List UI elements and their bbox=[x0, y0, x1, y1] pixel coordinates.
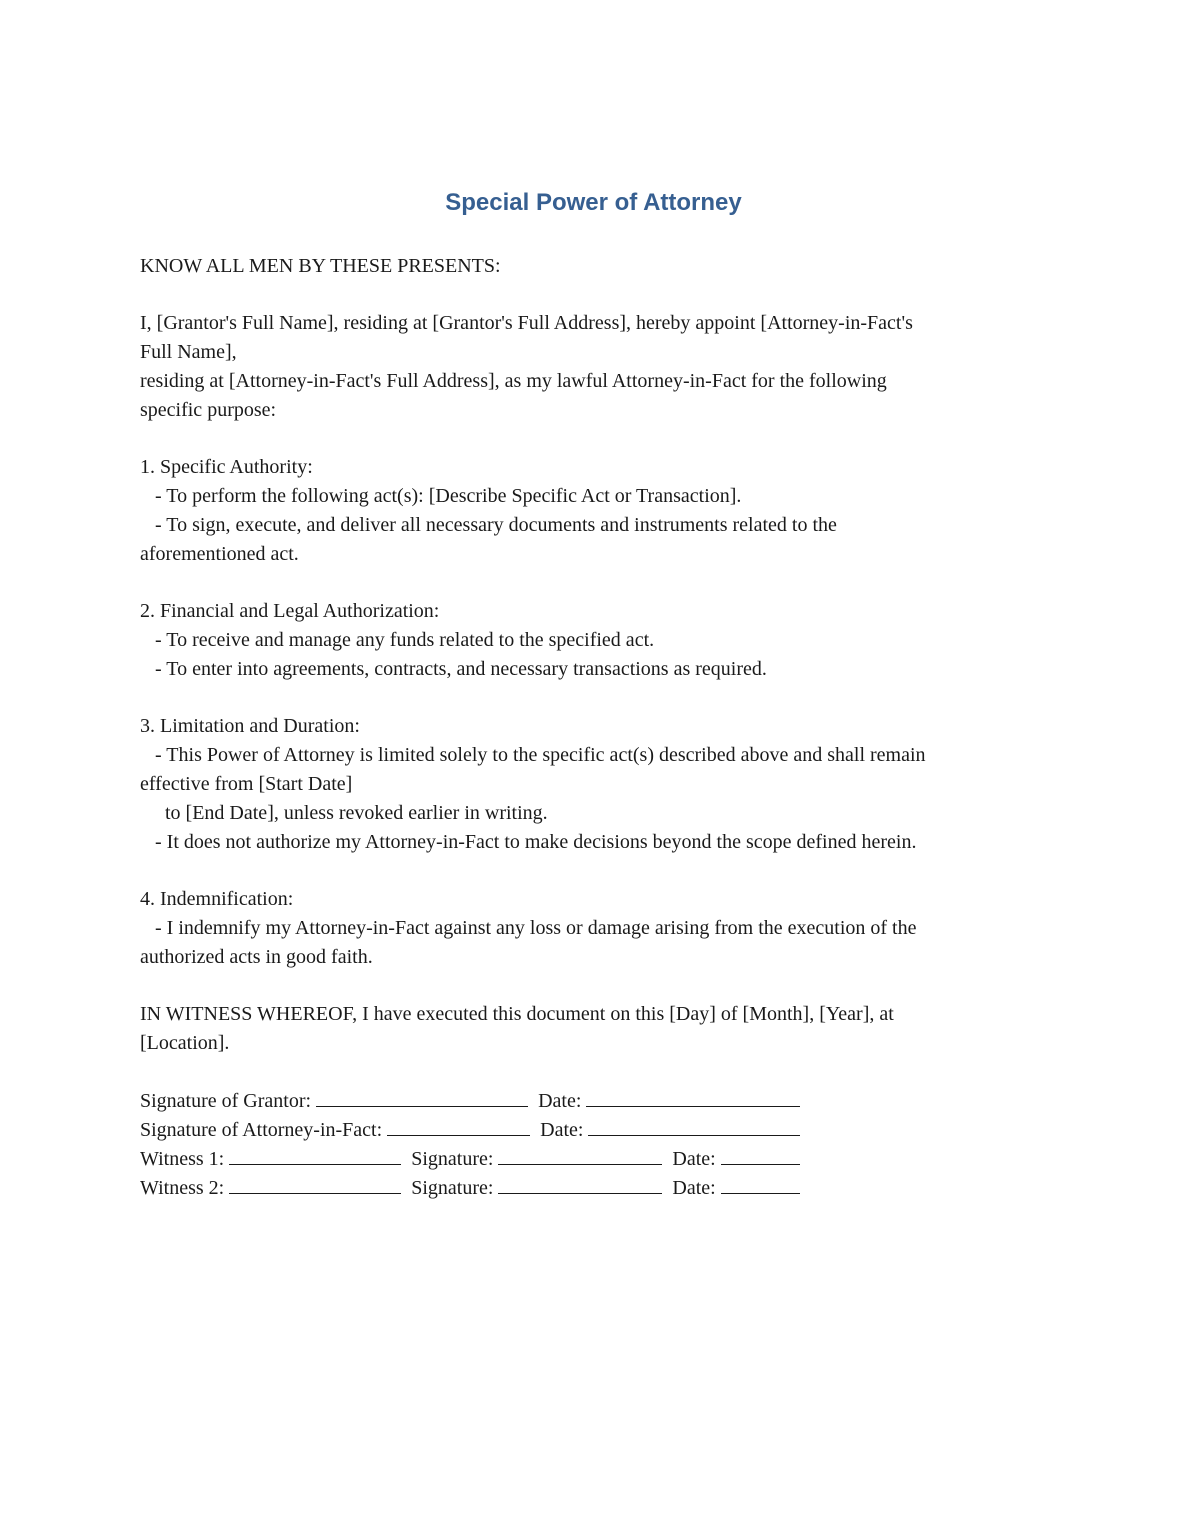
grantor-signature-row bbox=[140, 1086, 1040, 1115]
section-3-line: to [End Date], unless revoked earlier in writing. bbox=[140, 802, 548, 824]
grantor-date-line[interactable] bbox=[586, 1086, 800, 1107]
section-2-heading: 2. Financial and Legal Authorization: bbox=[140, 600, 440, 622]
section-3-heading: 3. Limitation and Duration: bbox=[140, 715, 360, 737]
section-1-line: - To sign, execute, and deliver all necessary documents and instruments related to the bbox=[140, 514, 837, 536]
witness-1-signature-label: Signature: bbox=[411, 1148, 494, 1170]
grantor-signature-label: Signature of Grantor: bbox=[140, 1090, 312, 1112]
witness-1-date-line[interactable] bbox=[721, 1144, 800, 1165]
witness-1-label: Witness 1: bbox=[140, 1148, 225, 1170]
intro-line-2: Full Name], bbox=[140, 341, 237, 363]
witness-2-name-line[interactable] bbox=[229, 1173, 401, 1194]
intro-line-4: specific purpose: bbox=[140, 399, 277, 421]
witness-clause-line-1: IN WITNESS WHEREOF, I have executed this document on this [Day] of [Month], [Year], at bbox=[140, 1003, 894, 1025]
attorney-signature-label: Signature of Attorney-in-Fact: bbox=[140, 1119, 383, 1141]
section-4-heading: 4. Indemnification: bbox=[140, 888, 294, 910]
witness-clause-line-2: [Location]. bbox=[140, 1032, 230, 1054]
attorney-signature-row bbox=[140, 1115, 1040, 1144]
attorney-signature-line[interactable] bbox=[387, 1115, 530, 1136]
witness-1-signature-line[interactable] bbox=[498, 1144, 662, 1165]
section-4-line: authorized acts in good faith. bbox=[140, 946, 373, 968]
document-body bbox=[140, 252, 1040, 1058]
section-3-line: - This Power of Attorney is limited solely to the specific act(s) described above and shall remain bbox=[140, 744, 926, 766]
preamble: KNOW ALL MEN BY THESE PRESENTS: bbox=[140, 255, 501, 277]
document-title: Special Power of Attorney bbox=[445, 189, 742, 216]
section-3-line: effective from [Start Date] bbox=[140, 773, 353, 795]
attorney-date-label: Date: bbox=[540, 1119, 584, 1141]
section-1-line: - To perform the following act(s): [Describe Specific Act or Transaction]. bbox=[140, 485, 742, 507]
witness-2-row bbox=[140, 1173, 1040, 1202]
witness-2-signature-line[interactable] bbox=[498, 1173, 662, 1194]
section-2-line: - To enter into agreements, contracts, and necessary transactions as required. bbox=[140, 658, 767, 680]
grantor-signature-line[interactable] bbox=[316, 1086, 528, 1107]
witness-2-signature-label: Signature: bbox=[411, 1177, 494, 1199]
section-1-line: aforementioned act. bbox=[140, 543, 299, 565]
signature-block bbox=[140, 1086, 1040, 1202]
witness-2-date-label: Date: bbox=[672, 1177, 716, 1199]
grantor-date-label: Date: bbox=[538, 1090, 582, 1112]
intro-line-3: residing at [Attorney-in-Fact's Full Address], as my lawful Attorney-in-Fact for the following bbox=[140, 370, 887, 392]
witness-1-name-line[interactable] bbox=[229, 1144, 401, 1165]
witness-2-date-line[interactable] bbox=[721, 1173, 800, 1194]
attorney-date-line[interactable] bbox=[588, 1115, 800, 1136]
witness-1-date-label: Date: bbox=[672, 1148, 716, 1170]
section-4-line: - I indemnify my Attorney-in-Fact against any loss or damage arising from the execution of the bbox=[140, 917, 917, 939]
section-3-line: - It does not authorize my Attorney-in-Fact to make decisions beyond the scope defined herein. bbox=[140, 831, 917, 853]
witness-2-label: Witness 2: bbox=[140, 1177, 225, 1199]
witness-1-row bbox=[140, 1144, 1040, 1173]
section-2-line: - To receive and manage any funds related to the specified act. bbox=[140, 629, 655, 651]
intro-line-1: I, [Grantor's Full Name], residing at [Grantor's Full Address], hereby appoint [Attorney-in-Fact's bbox=[140, 312, 913, 334]
section-1-heading: 1. Specific Authority: bbox=[140, 456, 313, 478]
